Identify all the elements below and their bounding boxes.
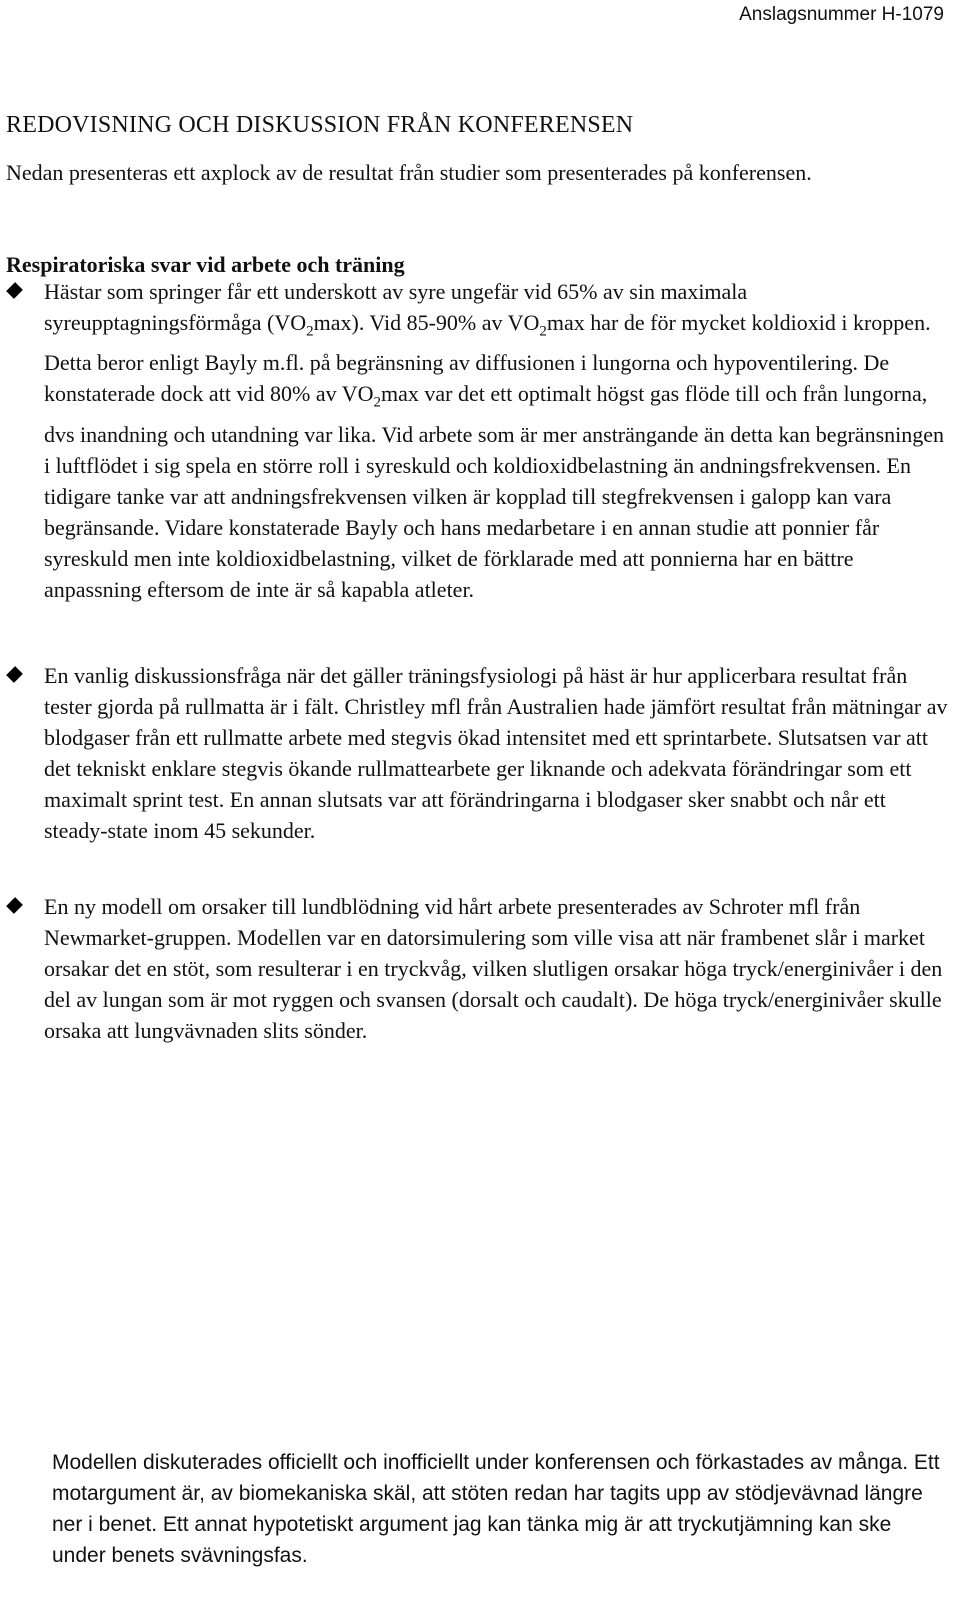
section-heading: Respiratoriska svar vid arbete och träning	[6, 252, 405, 277]
bullet-text: En vanlig diskussionsfråga när det gäller träningsfysiologi på häst är hur applicerbara resultat från tester gjorda på rullmatta är i fält. Christley mfl från Australien hade jämfört resultat från mätningar av blodgaser från ett rullmatte arbete med stegvis ökad intensitet med ett sprintarbete. Slutsatsen var att det tekniskt enklare stegvis ökande rullmattearbete ger liknande och adekvata förändringar som ett maximalt sprint test. En annan slutsats var att förändringarna i blodgaser sker snabbt och når ett steady-state inom 45 sekunder.	[44, 663, 948, 843]
closing-paragraph: Modellen diskuterades officiellt och inofficiellt under konferensen och förkastades av många. Ett motargument är, av biomekaniska skäl, att stöten redan har tagits upp av stödjevävnad längre ner i benet. Ett annat hypotetiskt argument jag kan tänka mig är att tryckutjämning kan ske under benets svävningsfas.	[52, 1451, 940, 1567]
intro-paragraph: Nedan presenteras ett axplock av de resultat från studier som presenterades på konferensen.	[6, 160, 812, 185]
diamond-bullet-icon	[6, 897, 23, 914]
diamond-bullet-icon	[6, 282, 23, 299]
diamond-bullet-icon	[6, 666, 23, 683]
document-title: REDOVISNING OCH DISKUSSION FRÅN KONFERENSEN	[6, 112, 634, 138]
bullet-text: Hästar som springer får ett underskott av syre ungefär vid 65% av sin maximala syreupptagningsförmåga $(VO_2\max)$. Vid 85-90% av $VO_2\max$ har de för mycket koldioxid i kroppen. Detta beror enligt Bayly m.fl. på begränsning av diffusionen i lungorna och hypoventilering. De konstaterade dock att vid 80% av $VO_2\max$ var det ett optimalt högst gas flöde till och från lungorna, dvs inandning och utandning var lika. Vid arbete som är mer ansträngande än detta kan begränsningen i luftflödet i sig spela en större roll i syreskuld och koldioxidbelastning än andningsfrekvensen. En tidigare tanke var att andningsfrekvensen vilken är kopplad till stegfrekvensen i galopp kan vara begränsande. Vidare konstaterade Bayly och hans medarbetare i en annan studie att ponnier får syreskuld men inte koldioxidbelastning, vilket de förklarade med att ponnierna har en bättre anpassning eftersom de inte är så kapabla atleter.	[44, 279, 945, 602]
bullet-text: En ny modell om orsaker till lundblödning vid hårt arbete presenterades av Schroter mfl från Newmarket-gruppen. Modellen var en datorsimulering som ville visa att när frambenet slår i market orsakar det en stöt, som resulterar i en tryckvåg, vilken slutligen orsakar höga tryck/energinivåer i den del av lungan som är mot ryggen och svansen (dorsalt och caudalt). De höga tryck/energinivåer skulle orsaka att lungvävnaden slits sönder.	[44, 894, 943, 1043]
application-number: Anslagsnummer H-1079	[739, 4, 944, 25]
